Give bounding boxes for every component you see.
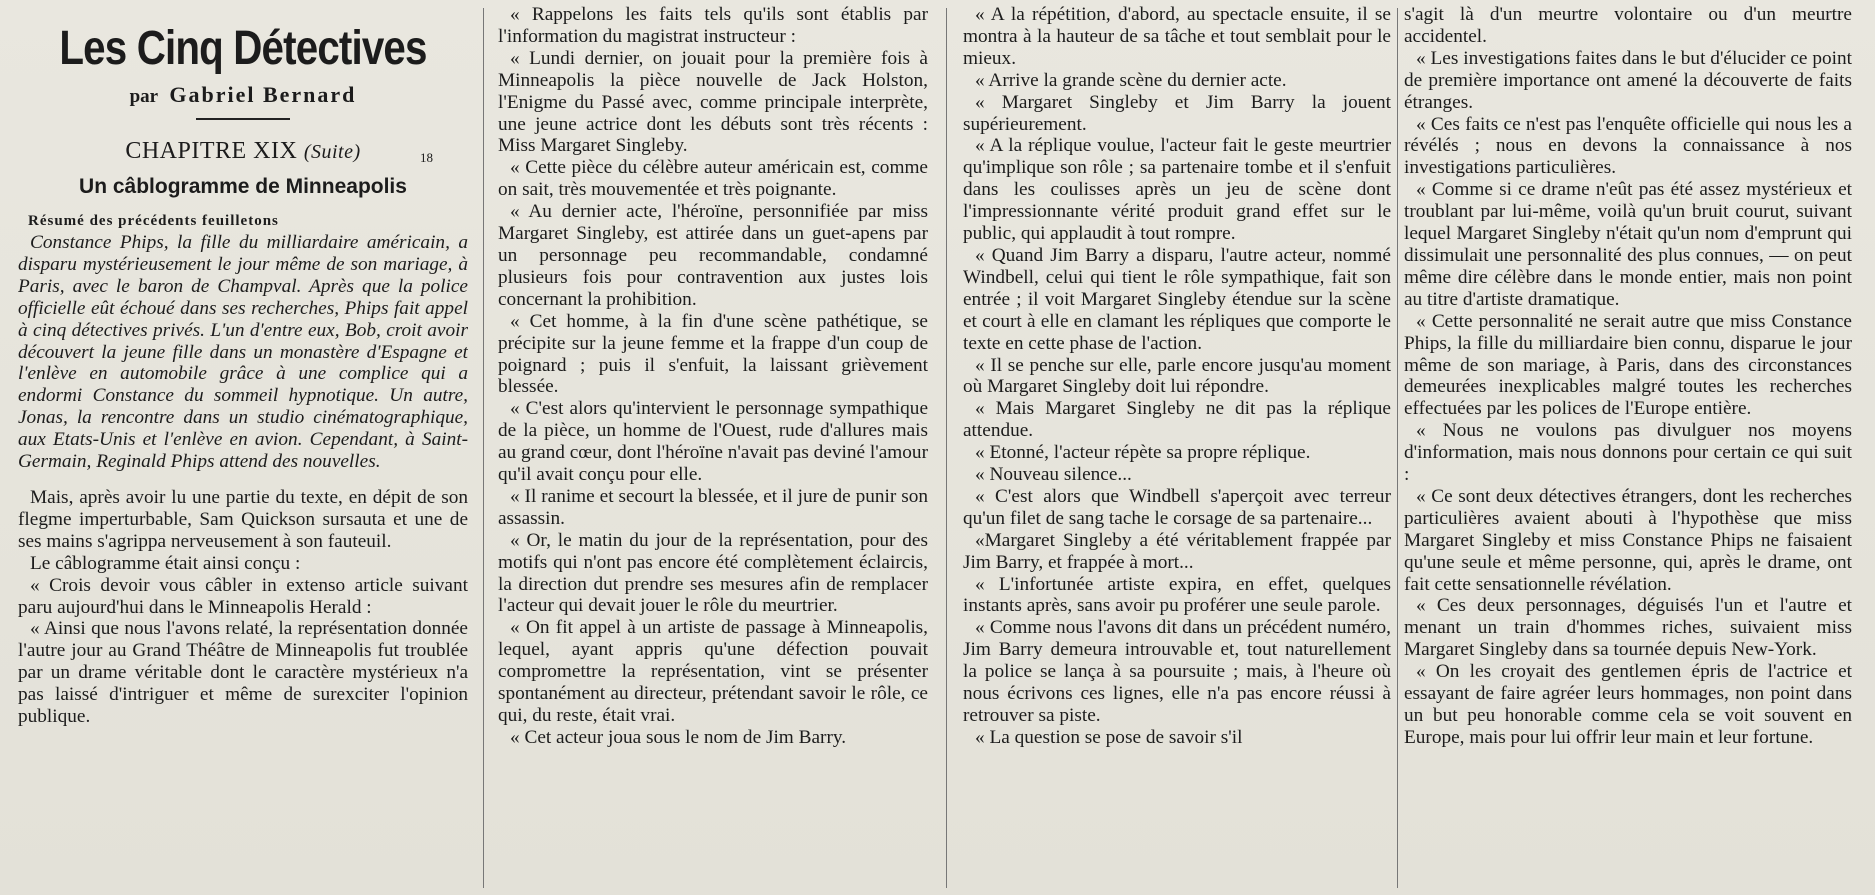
paragraph: « On fit appel à un artiste de passage à Minneapolis, lequel, ayant appris qu'une défection pouvait compromettre la représentation, vint se présenter spontanément au directeur, prétendant savoir le rôle, ce qui, du reste, était vrai.: [498, 617, 928, 726]
paragraph: « Ces deux personnages, déguisés l'un et l'autre et menant un train d'hommes riches, suivaient miss Margaret Singleby dans sa tournée depuis New-York.: [1404, 595, 1852, 661]
paragraph: « Cet acteur joua sous le nom de Jim Barry.: [510, 726, 847, 748]
paragraph: « Ce sont deux détectives étrangers, dont les recherches particulières avaient abouti à l'hypothèse que miss Margaret Singleby et miss Constance Phips ne faisaient qu'une seule et même personne, qui, après le drame, ont fait cette sensationnelle révélation.: [1404, 485, 1852, 595]
chapter-number: CHAPITRE XIX: [125, 138, 298, 164]
column-4: [1404, 4, 1852, 892]
paragraph: « C'est alors qu'intervient le personnage sympathique de la pièce, un homme de l'Ouest, rude d'allures mais au grand cœur, dont l'héroïne n'avait pas deviné l'amour qu'il avait conçu pour elle.: [498, 398, 928, 486]
paragraph: « Quand Jim Barry a disparu, l'autre acteur, nommé Windbell, celui qui tient le rôle sympathique, fait son entrée ; il voit Margaret Singleby étendue sur la scène et court à elle en clamant les répliques que comporte le texte en cette phase de l'action.: [963, 244, 1391, 354]
author-name: Gabriel Bernard: [169, 82, 357, 107]
paragraph: « La question se pose de savoir s'il: [975, 726, 1243, 748]
paragraph: « Arrive la grande scène du dernier acte.: [975, 69, 1287, 91]
paragraph: « L'infortunée artiste expira, en effet, quelques instants après, sans avoir pu proférer une seule parole.: [963, 573, 1391, 617]
chapter-heading: [18, 138, 468, 165]
column-rule: [946, 8, 947, 888]
paragraph: « Nouveau silence...: [975, 464, 1132, 486]
paragraph: « A la réplique voulue, l'acteur fait le geste meurtrier qu'implique son rôle ; sa partenaire tombe et il s'enfuit dans les coulisses après un jeu de scène dont l'impressionnante vérité produit grand effet sur le public, qui applaudit à tout rompre.: [963, 135, 1391, 245]
paragraph: « Il se penche sur elle, parle encore jusqu'au moment où Margaret Singleby doit lui répondre.: [963, 354, 1391, 398]
paragraph: « A la répétition, d'abord, au spectacle ensuite, il se montra à la hauteur de sa tâche et tout semblait pour le mieux.: [963, 4, 1391, 69]
paragraph: « Cette personnalité ne serait autre que miss Constance Phips, la fille du milliardaire bien connu, disparue le jour même de son mariage, à Paris, dans des circonstances demeurées inexplicables malgré toutes les recherches effectuées par les polices de l'Europe entière.: [1404, 310, 1852, 420]
chapter-suffix: (Suite): [303, 141, 361, 163]
paragraph: « Ainsi que nous l'avons relaté, la représentation donnée l'autre jour au Grand Théâtre de Minneapolis fut troublée par un drame véritable dont le caractère mystérieux n'a pas laissé d'intriguer et même de surexciter l'opinion publique.: [18, 618, 468, 728]
column-2: [498, 4, 928, 892]
column-rule: [483, 8, 484, 888]
paragraph: « Il ranime et secourt la blessée, et il jure de punir son assassin.: [498, 485, 928, 529]
paragraph: s'agit là d'un meurtre volontaire ou d'un meurtre accidentel.: [1404, 4, 1852, 47]
column-1: [18, 4, 468, 892]
paragraph: « Les investigations faites dans le but d'élucider ce point de première importance ont amené la découverte de faits étranges.: [1404, 47, 1852, 113]
paragraph: « Margaret Singleby et Jim Barry la jouent supérieurement.: [963, 91, 1391, 135]
paragraph: « Ces faits ce n'est pas l'enquête officielle qui nous les a révélés ; nous en devons la connaissance à nos investigations particulières.: [1404, 113, 1852, 179]
summary-paragraph: Constance Phips, la fille du milliardaire américain, a disparu mystérieusement le jour même de son mariage, à Paris, avec le baron de Champval. Après que la police officielle eût échoué dans ses recherches, Phips fait appel à cinq détectives privés. L'un d'entre eux, Bob, croit avoir découvert la jeune fille dans un monastère d'Espagne et l'enlève en automobile grâce à une complice qui a endormi Constance du sommeil hypnotique. Un autre, Jonas, la rencontre dans un studio cinématographique, aux Etats-Unis et l'enlève en avion. Cependant, à Saint-Germain, Reginald Phips attend des nouvelles.: [18, 232, 468, 473]
paragraph: « C'est alors que Windbell s'aperçoit avec terreur qu'un filet de sang tache le corsage de sa partenaire...: [963, 485, 1391, 529]
paragraph: Mais, après avoir lu une partie du texte, en dépit de son flegme imperturbable, Sam Quickson sursauta et une de ses mains s'agrippa nerveusement à son fauteuil.: [18, 486, 468, 552]
summary: [18, 232, 468, 473]
serial-title: Les Cinq Détectives: [59, 22, 427, 75]
byline: [18, 82, 468, 108]
resume-label: Résumé des précédents feuilletons: [28, 213, 279, 229]
paragraph: « Comme nous l'avons dit dans un précédent numéro, Jim Barry demeura introuvable et, tout naturellement la police se lança à sa poursuite ; mais, à l'heure où nous écrivons ces lignes, elle n'a pas encore réussi à retrouver sa piste.: [963, 617, 1391, 726]
paragraph: « Nous ne voulons pas divulguer nos moyens d'information, mais nous donnons pour certain ce qui suit :: [1404, 420, 1852, 486]
paragraph: « Comme si ce drame n'eût pas été assez mystérieux et troublant par lui-même, voilà qu'un bruit courut, suivant lequel Margaret Singleby n'était qu'un nom d'emprunt qui dissimulait une personnalité des plus connues, — on peut même dire célèbre dans le monde entier, mais non point au titre d'artiste dramatique.: [1404, 179, 1852, 310]
installment-number: 18: [420, 150, 433, 165]
paragraph: « Etonné, l'acteur répète sa propre réplique.: [975, 442, 1311, 464]
column-rule: [1397, 8, 1398, 888]
paragraph: « Cet homme, à la fin d'une scène pathétique, se précipite sur la jeune femme et la frappe d'un coup de poignard ; puis il s'enfuit, la laissant grièvement blessée.: [498, 310, 928, 398]
paragraph: « Or, le matin du jour de la représentation, pour des motifs qui n'ont pas encore été complètement éclaircis, la direction dut prendre ses mesures afin de remplacer l'acteur qui devait jouer le rôle du meurtrier.: [498, 529, 928, 617]
chapter-subtitle: Un câblogramme de Minneapolis: [79, 175, 407, 198]
paragraph: « Cette pièce du célèbre auteur américain est, comme on sait, très mouvementée et très poignante.: [498, 157, 928, 201]
paragraph: Le câblogramme était ainsi conçu :: [30, 552, 301, 574]
paragraph: «Margaret Singleby a été véritablement frappée par Jim Barry, et frappée à mort...: [963, 529, 1391, 573]
paragraph: « Crois devoir vous câbler in extenso article suivant paru aujourd'hui dans le Minneapolis Herald :: [18, 574, 468, 618]
paragraph: « Mais Margaret Singleby ne dit pas la réplique attendue.: [963, 398, 1391, 442]
paragraph: « Rappelons les faits tels qu'ils sont établis par l'information du magistrat instructeur :: [498, 4, 928, 47]
byline-prefix: par: [129, 86, 159, 107]
paragraph: « Au dernier acte, l'héroïne, personnifiée par miss Margaret Singleby, est attirée dans un guet-apens par un personnage peu recommandable, condamné plusieurs fois pour contravention aux justes lois concernant la prohibition.: [498, 201, 928, 310]
title-rule: [196, 118, 290, 120]
paragraph: « On les croyait des gentlemen épris de l'actrice et essayant de faire agréer leurs hommages, non point dans un but peu honorable comme cela se voit souvent en Europe, mais pour lui offrir leur main et leur fortune.: [1404, 661, 1852, 748]
column-3: [963, 4, 1391, 892]
paragraph: « Lundi dernier, on jouait pour la première fois à Minneapolis la pièce nouvelle de Jack Holston, l'Enigme du Passé avec, comme principale interprète, une jeune actrice dont les débuts sont très récents : Miss Margaret Singleby.: [498, 47, 928, 157]
